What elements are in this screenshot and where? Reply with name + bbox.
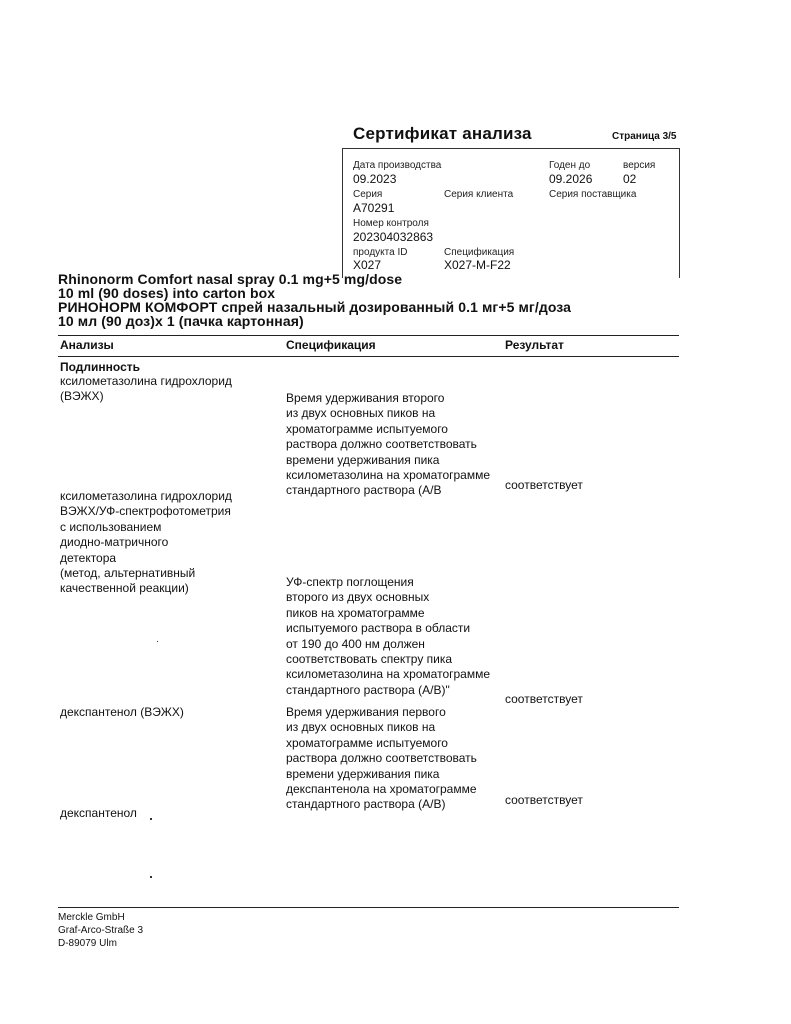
table-row-1-spec [286,391,490,499]
spec-line: УФ-спектр поглощения [286,575,414,589]
spec-line: времени удерживания пика [286,766,440,781]
column-header-specification: Спецификация [286,338,376,352]
table-top-rule [58,335,679,336]
section-title-identity: Подлинность [60,360,141,374]
analysis-line: ксилометазолина гидрохлорид [60,374,232,388]
footer-rule [58,907,679,908]
specification-label: Спецификация [444,247,515,258]
spec-line: стандартного раствора (А/В)" [286,682,450,697]
product-name-en-line1: Rhinonorm Comfort nasal spray 0.1 mg+5 mg/dose [58,271,403,287]
spec-line: декспантенола на хроматограмме [286,782,477,797]
page-number: Страница 3/5 [612,131,677,142]
analysis-line: качественной реакции) [60,581,189,596]
spec-line: от 190 до 400 нм должен [286,636,425,651]
spec-line: раствора должно соответствовать [286,751,477,766]
footer-company: Merckle GmbH [58,912,125,923]
analysis-line: (метод, альтернативный [60,566,196,581]
spec-line: испытуемого раствора в области [286,621,471,636]
analysis-line: (ВЭЖХ) [60,389,104,404]
table-row-2-spec [286,575,490,698]
spec-line: соответствовать спектру пика [286,652,453,667]
product-name-ru-line2: 10 мл (90 доз)х 1 (пачка картонная) [58,313,304,329]
footer-city: D-89079 Ulm [58,938,117,949]
table-row-2-analysis [60,489,232,597]
analysis-line: детектора [60,550,117,565]
spec-line: Время удерживания второго [286,391,445,405]
spec-line: пиков на хроматограмме [286,605,425,620]
production-date-label: Дата производства [353,160,442,171]
spec-line: хроматограмме испытуемого [286,421,448,436]
table-row-3-result: соответствует [505,793,583,807]
scan-speck [150,876,152,878]
spec-line: стандартного раствора (А/В) [286,797,446,812]
production-date-value: 09.2023 [353,172,397,186]
spec-line: ксилометазолина на хроматограмме [286,468,491,483]
supplier-batch-label: Серия поставщика [549,189,637,200]
table-row-4-analysis [60,806,137,821]
spec-line: хроматограмме испытуемого [286,735,448,750]
client-batch-label: Серия клиента [444,189,514,200]
expiry-label: Годен до [549,160,591,171]
product-id-label: продукта ID [353,247,408,258]
column-header-result: Результат [505,338,564,352]
table-row-3-analysis [60,705,184,720]
spec-line: времени удерживания пика [286,452,440,467]
expiry-value: 09.2026 [549,172,593,186]
table-row-3-spec [286,705,477,813]
product-name-en-line2: 10 ml (90 doses) into carton box [58,285,276,301]
analysis-line: декспантенол (ВЭЖХ) [60,705,184,719]
analysis-line: ВЭЖХ/УФ-спектрофотометрия [60,504,231,519]
spec-line: ксилометазолина на хроматограмме [286,667,491,682]
batch-value: A70291 [353,201,395,215]
control-number-value: 202304032863 [353,230,434,244]
footer-street: Graf-Arco-Straße 3 [58,925,144,936]
scan-speck [157,641,158,642]
certificate-title: Сертификат анализа [353,124,532,143]
table-header-rule [58,356,679,357]
table-row-1-result: соответствует [505,478,583,492]
table-row-1-analysis [60,374,232,405]
spec-line: из двух основных пиков на [286,720,436,735]
analysis-line: диодно-матричного [60,535,169,550]
product-id-value: X027 [353,258,382,272]
column-header-analyses: Анализы [60,338,114,352]
spec-line: второго из двух основных [286,590,430,605]
analysis-line: декспантенол [60,806,137,820]
spec-line: раствора должно соответствовать [286,437,477,452]
version-value: 02 [623,172,637,186]
spec-line: стандартного раствора (А/В [286,483,442,498]
table-row-2-result: соответствует [505,692,583,706]
analysis-line: ксилометазолина гидрохлорид [60,489,232,503]
scan-speck [150,818,152,820]
spec-line: Время удерживания первого [286,705,446,719]
batch-label: Серия [353,189,383,200]
analysis-line: с использованием [60,519,162,534]
product-name-ru-line1: РИНОНОРМ КОМФОРТ спрей назальный дозированный 0.1 мг+5 мг/доза [58,299,572,315]
version-label: версия [623,160,656,171]
spec-line: из двух основных пиков на [286,406,436,421]
control-number-label: Номер контроля [353,218,429,229]
specification-value: X027-M-F22 [444,258,511,272]
